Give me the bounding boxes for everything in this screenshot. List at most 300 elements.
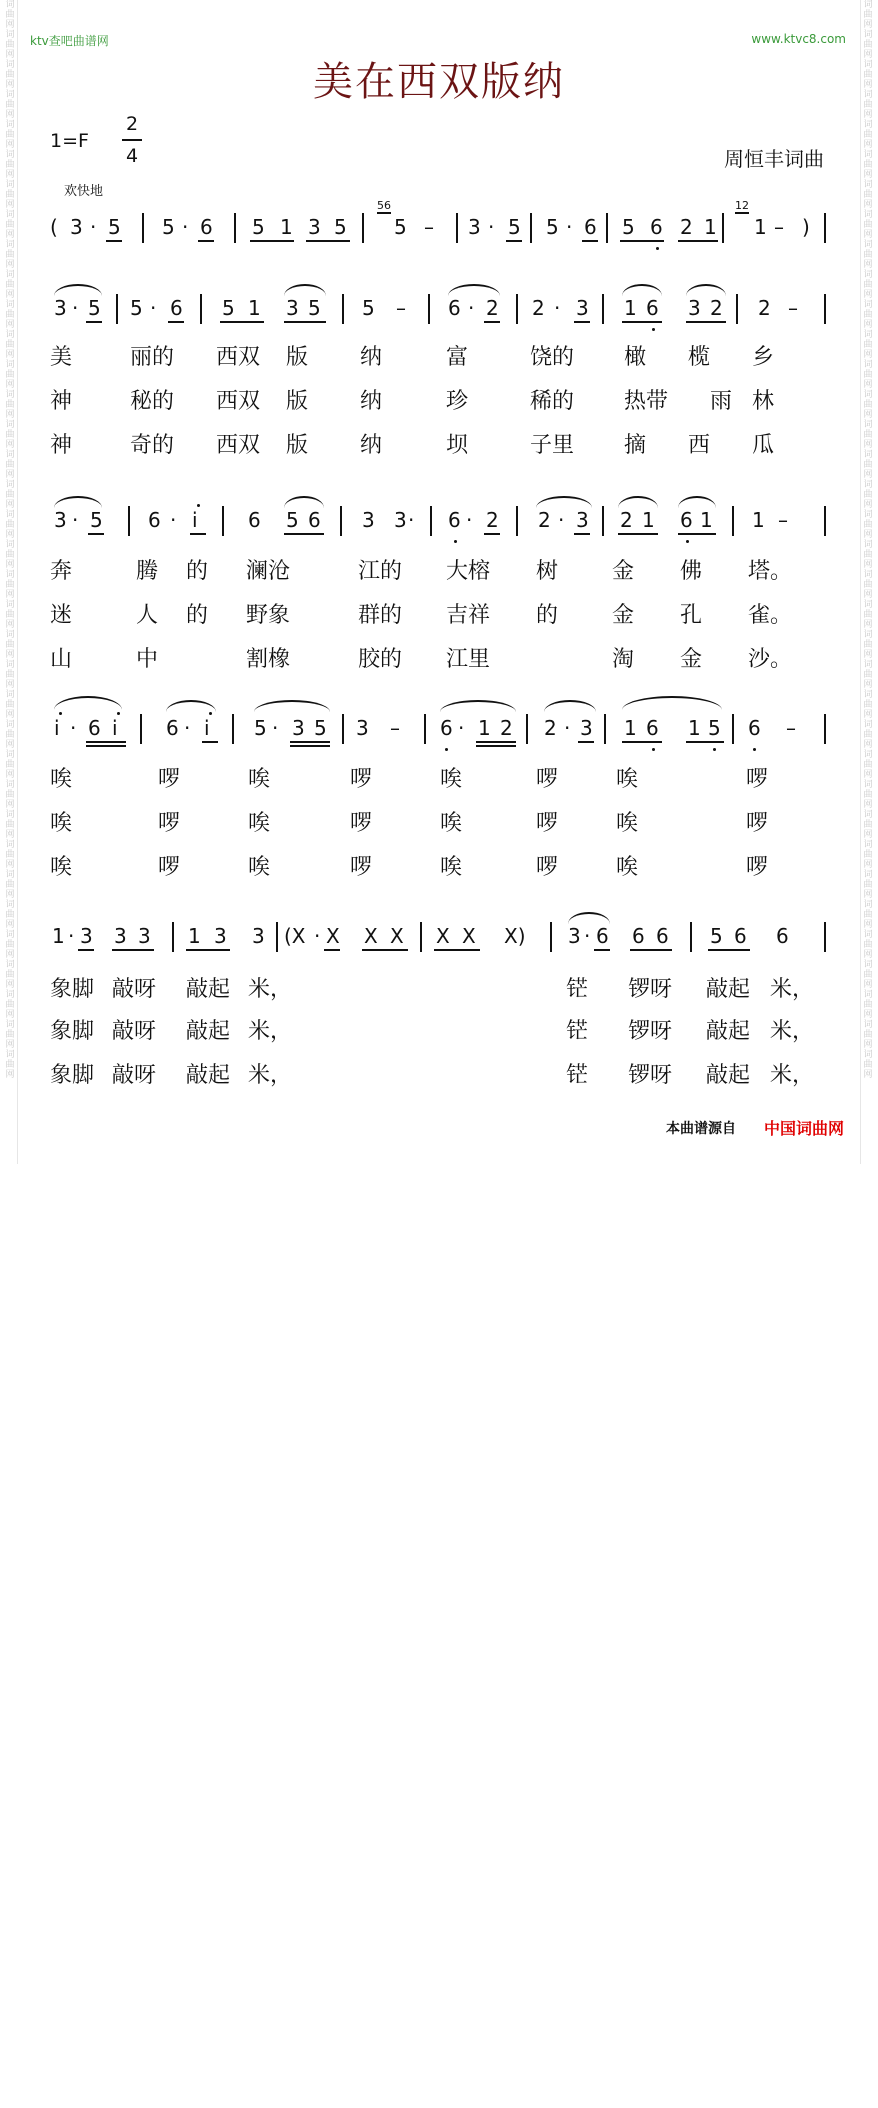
note: 3	[138, 924, 151, 948]
note: 6	[734, 924, 747, 948]
lyric: 啰	[158, 855, 181, 880]
lyric: 中	[136, 647, 159, 672]
note: 3	[394, 508, 407, 532]
underline	[186, 949, 230, 951]
note: 6	[776, 924, 789, 948]
lyric: 唉	[616, 855, 639, 880]
lyric: 野象	[246, 603, 291, 628]
note: 2	[486, 508, 499, 532]
lyric: 奔	[50, 559, 73, 584]
underline	[678, 240, 718, 242]
lyric: 锣呀	[628, 1019, 673, 1044]
lyric: 唉	[440, 767, 463, 792]
note: 3	[308, 215, 321, 239]
underline	[574, 321, 590, 323]
lyric: 敲呀	[112, 1063, 157, 1088]
low-octave-dot	[753, 748, 756, 751]
barline	[342, 714, 344, 744]
note: ·	[458, 716, 465, 740]
note: 3	[80, 924, 93, 948]
key-signature: 1=F	[50, 130, 89, 152]
lyric: 敲呀	[112, 977, 157, 1002]
underline	[630, 949, 672, 951]
lyric: 树	[536, 559, 559, 584]
slur	[448, 284, 500, 296]
barline	[516, 294, 518, 324]
note: 1	[624, 296, 637, 320]
lyric: 子里	[530, 433, 575, 458]
lyric: 米，	[248, 977, 293, 1002]
barline	[430, 506, 432, 536]
lyric: 奇的	[130, 433, 175, 458]
underline-double	[86, 745, 126, 747]
underline	[476, 741, 516, 743]
lyric: 版	[286, 433, 309, 458]
lyric: 铓	[566, 1019, 589, 1044]
note: 5	[546, 215, 559, 239]
lyric: 锣呀	[628, 1063, 673, 1088]
lyric: 塔。	[748, 559, 793, 584]
note: 3	[580, 716, 593, 740]
lyric: 唉	[616, 767, 639, 792]
lyric: 米，	[770, 977, 815, 1002]
barline	[824, 506, 826, 536]
lyric: 西双	[216, 433, 261, 458]
note: 6	[646, 296, 659, 320]
note: ·	[150, 296, 157, 320]
lyric: 啰	[536, 855, 559, 880]
underline	[506, 240, 522, 242]
lyric: 饶的	[530, 345, 575, 370]
note: ·	[72, 296, 79, 320]
barline	[232, 714, 234, 744]
lyric: 米，	[770, 1019, 815, 1044]
note: ·	[72, 508, 79, 532]
time-signature	[122, 110, 142, 170]
note: 5	[286, 508, 299, 532]
lyric: 金	[612, 559, 635, 584]
underline	[686, 741, 724, 743]
lyric: 神	[50, 389, 73, 414]
note: ·	[68, 924, 75, 948]
underline	[168, 321, 184, 323]
lyric: 西	[688, 433, 711, 458]
lyric: 乡	[752, 345, 775, 370]
lyric: 佛	[680, 559, 703, 584]
note: 6	[88, 716, 101, 740]
site-name-left[interactable]: ktv查吧曲谱网	[30, 34, 109, 48]
underline	[106, 240, 122, 242]
note: 6	[148, 508, 161, 532]
lyric: 锣呀	[628, 977, 673, 1002]
low-octave-dot	[713, 748, 716, 751]
lyric: 沙。	[748, 647, 793, 672]
note: 1	[700, 508, 713, 532]
underline-double	[290, 745, 330, 747]
lyric: 丽的	[130, 345, 175, 370]
lyric: 纳	[360, 389, 383, 414]
note: –	[424, 215, 434, 239]
lyric: 米，	[248, 1063, 293, 1088]
note: –	[786, 716, 796, 740]
note: 5	[622, 215, 635, 239]
note: 5	[314, 716, 327, 740]
barline	[736, 294, 738, 324]
barline	[420, 922, 422, 952]
lyric: 敲起	[706, 977, 751, 1002]
score-row-4	[0, 924, 878, 954]
note: 6	[584, 215, 597, 239]
underline	[190, 533, 206, 535]
barline	[604, 714, 606, 744]
note: 1	[754, 215, 767, 239]
note: 6	[748, 716, 761, 740]
underline	[198, 240, 214, 242]
lyric: 孔	[680, 603, 703, 628]
lyric: 瓜	[752, 433, 775, 458]
barline	[362, 213, 364, 243]
lyric: 橄	[624, 345, 647, 370]
lyric: 金	[612, 603, 635, 628]
note: 3	[292, 716, 305, 740]
note: 5	[222, 296, 235, 320]
note: 3	[54, 508, 67, 532]
underline	[220, 321, 264, 323]
note: ·	[584, 924, 591, 948]
lyric: 人	[136, 603, 159, 628]
lyric: 敲起	[186, 977, 231, 1002]
note: ·	[182, 215, 189, 239]
underline	[574, 533, 590, 535]
watermark-left: 词曲网词曲网词曲网词曲网词曲网词曲网词曲网词曲网词曲网词曲网词曲网词曲网词曲网词曲网词曲网词曲网词曲网词曲网词曲网词曲网词曲网词曲网词曲网词曲网词曲网词曲网词曲网词曲网词曲网词曲网词曲网词曲网词曲网词曲网词曲网词曲网	[3, 0, 18, 1164]
lyric: 敲起	[706, 1019, 751, 1044]
barline	[222, 506, 224, 536]
note: 5	[508, 215, 521, 239]
barline	[516, 506, 518, 536]
note: 5	[162, 215, 175, 239]
note: 3	[362, 508, 375, 532]
high-octave-dot	[59, 712, 62, 715]
barline	[128, 506, 130, 536]
note: 5	[130, 296, 143, 320]
note: 2	[538, 508, 551, 532]
lyric: 雨	[710, 389, 733, 414]
underline	[622, 321, 662, 323]
note: 5	[90, 508, 103, 532]
barline	[602, 506, 604, 536]
lyric: 米，	[248, 1019, 293, 1044]
barline	[824, 922, 826, 952]
note: 3	[252, 924, 265, 948]
underline	[284, 321, 326, 323]
lyric: 纳	[360, 345, 383, 370]
grace-underline	[377, 212, 391, 214]
note: 6	[308, 508, 321, 532]
note: 2	[532, 296, 545, 320]
note: 3	[568, 924, 581, 948]
watermark-right: 词曲网词曲网词曲网词曲网词曲网词曲网词曲网词曲网词曲网词曲网词曲网词曲网词曲网词曲网词曲网词曲网词曲网词曲网词曲网词曲网词曲网词曲网词曲网词曲网词曲网词曲网词曲网词曲网词曲网词曲网词曲网词曲网词曲网词曲网词曲网词曲网	[860, 0, 875, 1164]
lyric: 啰	[746, 855, 769, 880]
note: –	[788, 296, 798, 320]
lyric: 唉	[50, 767, 73, 792]
note: i	[192, 508, 198, 532]
lyric: 象脚	[50, 1063, 95, 1088]
note: –	[396, 296, 406, 320]
underline	[618, 533, 658, 535]
underline	[250, 240, 294, 242]
lyric: 大榕	[446, 559, 491, 584]
score-row-intro	[0, 199, 878, 245]
lyric: 金	[680, 647, 703, 672]
underline	[112, 949, 154, 951]
lyric: 啰	[350, 811, 373, 836]
note: 3	[70, 215, 83, 239]
score-row-2	[0, 508, 878, 538]
lyric: 啰	[746, 811, 769, 836]
note: 3	[576, 508, 589, 532]
note: 3	[356, 716, 369, 740]
lyric: 版	[286, 389, 309, 414]
lyric: 纳	[360, 433, 383, 458]
lyric: 榄	[688, 345, 711, 370]
lyric: 群的	[358, 603, 403, 628]
note: 2	[486, 296, 499, 320]
barline	[276, 922, 278, 952]
slur	[284, 284, 326, 296]
underline	[362, 949, 408, 951]
lyric: 富	[446, 345, 469, 370]
underline	[290, 741, 330, 743]
lyric: 神	[50, 433, 73, 458]
lyric: 唉	[50, 855, 73, 880]
lyric: 啰	[158, 767, 181, 792]
note: 1	[642, 508, 655, 532]
note: 6	[248, 508, 261, 532]
barline	[172, 922, 174, 952]
time-numerator: 2	[125, 113, 139, 135]
note: )	[802, 215, 810, 239]
lyric: 的	[186, 559, 209, 584]
note: ·	[70, 716, 77, 740]
lyric: 雀。	[748, 603, 793, 628]
note: ·	[408, 508, 415, 532]
lyric: 热带	[624, 389, 669, 414]
underline	[484, 533, 500, 535]
lyric: 的	[536, 603, 559, 628]
note: 3	[286, 296, 299, 320]
note: –	[774, 215, 784, 239]
barline	[116, 294, 118, 324]
lyric: 啰	[536, 767, 559, 792]
lyric: 迷	[50, 603, 73, 628]
note: ·	[314, 924, 321, 948]
composer-credit: 周恒丰词曲	[724, 147, 824, 171]
barline	[428, 294, 430, 324]
note: 5	[710, 924, 723, 948]
lyric: 稀的	[530, 389, 575, 414]
score-row-1	[0, 296, 878, 326]
time-divider	[122, 139, 142, 141]
note: ·	[554, 296, 561, 320]
note: 3	[688, 296, 701, 320]
low-octave-dot	[445, 748, 448, 751]
note: 6	[650, 215, 663, 239]
barline	[526, 714, 528, 744]
lyric: 米，	[770, 1063, 815, 1088]
lyric: 坝	[446, 433, 469, 458]
underline	[434, 949, 480, 951]
barline	[824, 294, 826, 324]
note: 2	[500, 716, 513, 740]
lyric: 山	[50, 647, 73, 672]
note: 6	[646, 716, 659, 740]
lyric: 唉	[440, 811, 463, 836]
lyric: 敲起	[186, 1019, 231, 1044]
underline-double	[476, 745, 516, 747]
note: ·	[558, 508, 565, 532]
low-octave-dot	[686, 540, 689, 543]
source-brand-link[interactable]: 中国词曲网	[763, 1119, 844, 1138]
score-row-3	[0, 716, 878, 746]
lyric: 西双	[216, 345, 261, 370]
lyric: 铓	[566, 977, 589, 1002]
lyric: 摘	[624, 433, 647, 458]
note: i	[112, 716, 118, 740]
barline	[602, 294, 604, 324]
note: 1	[704, 215, 717, 239]
note: 1	[624, 716, 637, 740]
slur	[54, 284, 102, 296]
underline	[578, 741, 594, 743]
underline	[678, 533, 716, 535]
lyric: 唉	[248, 855, 271, 880]
grace-note: 12	[735, 199, 749, 212]
slur	[686, 284, 726, 296]
low-octave-dot	[454, 540, 457, 543]
note: X	[390, 924, 404, 948]
note: 3	[114, 924, 127, 948]
barline	[456, 213, 458, 243]
underline	[306, 240, 350, 242]
note: 5	[308, 296, 321, 320]
note: 5	[88, 296, 101, 320]
barline	[606, 213, 608, 243]
underline	[582, 240, 598, 242]
low-octave-dot	[652, 748, 655, 751]
lyric: 唉	[248, 811, 271, 836]
source-label: 本曲谱源自	[666, 1121, 736, 1137]
note: 1	[752, 508, 765, 532]
barline	[342, 294, 344, 324]
low-octave-dot	[656, 247, 659, 250]
note: 6	[200, 215, 213, 239]
time-denominator: 4	[125, 145, 139, 167]
note: ·	[468, 296, 475, 320]
note: 5	[394, 215, 407, 239]
lyric: 啰	[350, 855, 373, 880]
lyrics-row-4-verse-3	[0, 1058, 878, 1283]
high-octave-dot	[117, 712, 120, 715]
song-title: 美在西双版纳	[313, 59, 565, 105]
lyric: 敲起	[706, 1063, 751, 1088]
note: X	[326, 924, 340, 948]
low-octave-dot	[652, 328, 655, 331]
lyric: 西双	[216, 389, 261, 414]
note: ·	[566, 215, 573, 239]
lyric: 淘	[612, 647, 635, 672]
note: 5	[108, 215, 121, 239]
site-url-right[interactable]: www.ktvc8.com	[751, 32, 846, 46]
note: ·	[90, 215, 97, 239]
lyric: 版	[286, 345, 309, 370]
underline	[686, 321, 726, 323]
grace-underline	[735, 212, 749, 214]
note: 1	[248, 296, 261, 320]
high-octave-dot	[209, 712, 212, 715]
underline	[324, 949, 340, 951]
barline	[424, 714, 426, 744]
underline	[594, 949, 610, 951]
lyric: 珍	[446, 389, 469, 414]
note: 6	[170, 296, 183, 320]
note: –	[390, 716, 400, 740]
note: ·	[564, 716, 571, 740]
tempo-marking: 欢快地	[64, 184, 104, 199]
note: 6	[680, 508, 693, 532]
lyric: 啰	[350, 767, 373, 792]
note: 1	[52, 924, 65, 948]
note: ·	[466, 508, 473, 532]
barline	[824, 213, 826, 243]
note: X	[364, 924, 378, 948]
note: 1	[280, 215, 293, 239]
lyric: 啰	[158, 811, 181, 836]
lyric: 敲起	[186, 1063, 231, 1088]
lyric: 美	[50, 345, 73, 370]
lyric: 的	[186, 603, 209, 628]
barline	[200, 294, 202, 324]
lyric: 象脚	[50, 1019, 95, 1044]
underline	[202, 741, 218, 743]
lyric: 林	[752, 389, 775, 414]
lyric: 唉	[440, 855, 463, 880]
lyric: 秘的	[130, 389, 175, 414]
note: X	[462, 924, 476, 948]
note: 2	[758, 296, 771, 320]
note: 1	[688, 716, 701, 740]
lyric: 啰	[746, 767, 769, 792]
lyric: 象脚	[50, 977, 95, 1002]
slur	[622, 284, 662, 296]
barline	[234, 213, 236, 243]
note: 2	[710, 296, 723, 320]
barline	[732, 506, 734, 536]
note: ·	[272, 716, 279, 740]
note: 1	[478, 716, 491, 740]
barline	[550, 922, 552, 952]
note: ·	[184, 716, 191, 740]
note: 6	[596, 924, 609, 948]
note: (	[50, 215, 58, 239]
note: 2	[620, 508, 633, 532]
note: 6	[656, 924, 669, 948]
note: 3	[468, 215, 481, 239]
note: i	[54, 716, 60, 740]
lyric: 割橡	[246, 647, 291, 672]
lyric: 腾	[136, 559, 159, 584]
note: X	[436, 924, 450, 948]
note: i	[204, 716, 210, 740]
